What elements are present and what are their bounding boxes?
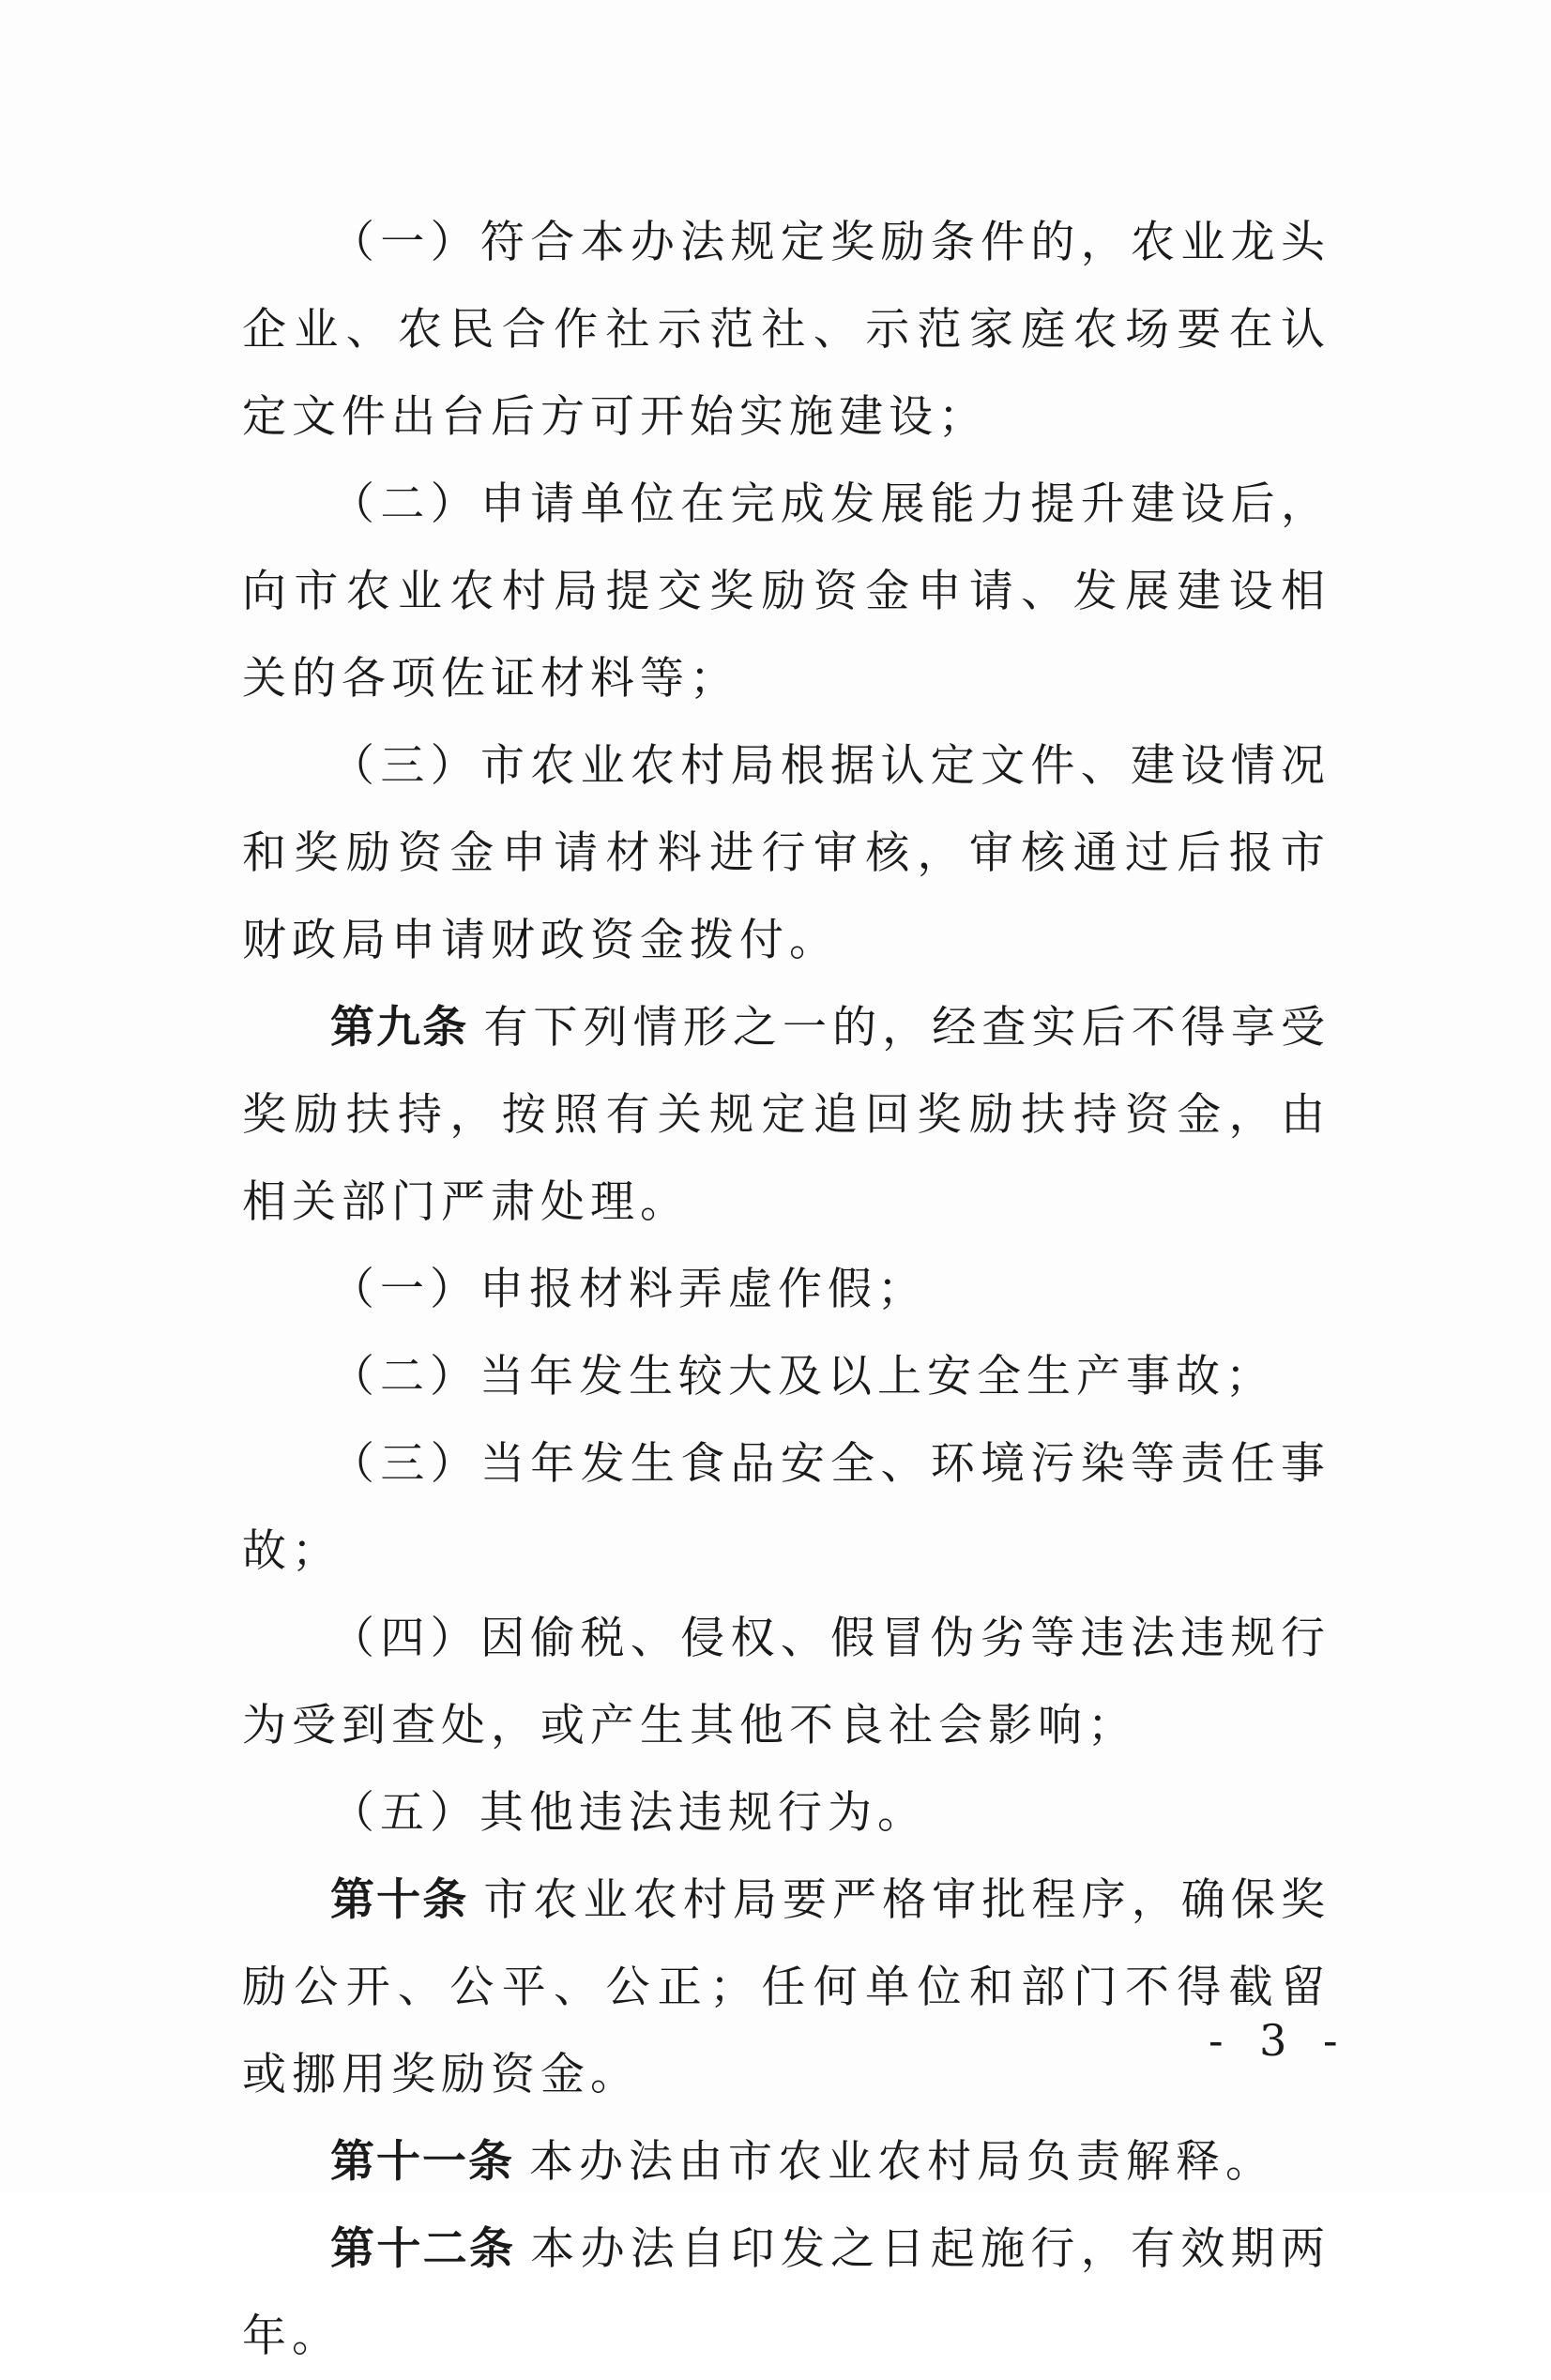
article-9-item-3 (242, 1420, 1331, 1595)
paragraph-text: （二）当年发生较大及以上安全生产事故； (330, 1351, 1275, 1402)
article-label: 第九条 (330, 1002, 469, 1054)
paragraph-text: （一）申报材料弄虚作假； (330, 1264, 927, 1315)
article-9-item-5 (242, 1769, 1331, 1857)
article-label: 第十条 (330, 1874, 469, 1926)
article-label: 第十二条 (330, 2223, 516, 2275)
paragraph-text: 有下列情形之一的，经查实后不得享受奖励扶持，按照有关规定追回奖励扶持资金，由相关部门严肃处理。 (242, 1002, 1331, 1228)
article-label: 第十一条 (330, 2136, 514, 2188)
paragraph-text: （二）申请单位在完成发展能力提升建设后，向市农业农村局提交奖励资金申请、发展建设相关的各项佐证材料等； (242, 478, 1331, 705)
paragraph-text: （四）因偷税、侵权、假冒伪劣等违法违规行为受到查处，或产生其他不良社会影响； (242, 1613, 1331, 1751)
clause-item-1 (242, 199, 1331, 461)
document-body (242, 199, 1331, 2380)
article-9-item-2 (242, 1333, 1331, 1420)
article-12 (242, 2206, 1331, 2380)
article-9 (242, 984, 1331, 1246)
paragraph-text: 市农业农村局要严格审批程序，确保奖励公开、公平、公正；任何单位和部门不得截留或挪用奖励资金。 (242, 1874, 1331, 2100)
paragraph-text: （一）符合本办法规定奖励条件的，农业龙头企业、农民合作社示范社、示范家庭农场要在认定文件出台后方可开始实施建设； (242, 217, 1331, 443)
paragraph-text: （三）当年发生食品安全、环境污染等责任事故； (242, 1438, 1331, 1577)
article-9-item-4 (242, 1595, 1331, 1769)
article-11 (242, 2118, 1331, 2206)
clause-item-3 (242, 722, 1331, 984)
paragraph-text: 本办法由市农业农村局负责解释。 (529, 2136, 1275, 2188)
page-number: - 3 - (1209, 2015, 1349, 2066)
clause-item-2 (242, 461, 1331, 722)
paragraph-text: （五）其他违法违规行为。 (330, 1787, 927, 1839)
article-10 (242, 1857, 1331, 2118)
article-9-item-1 (242, 1246, 1331, 1333)
paragraph-text: （三）市农业农村局根据认定文件、建设情况和奖励资金申请材料进行审核，审核通过后报市财政局申请财政资金拨付。 (242, 740, 1331, 966)
paragraph-text: 本办法自印发之日起施行，有效期两年。 (242, 2223, 1331, 2362)
